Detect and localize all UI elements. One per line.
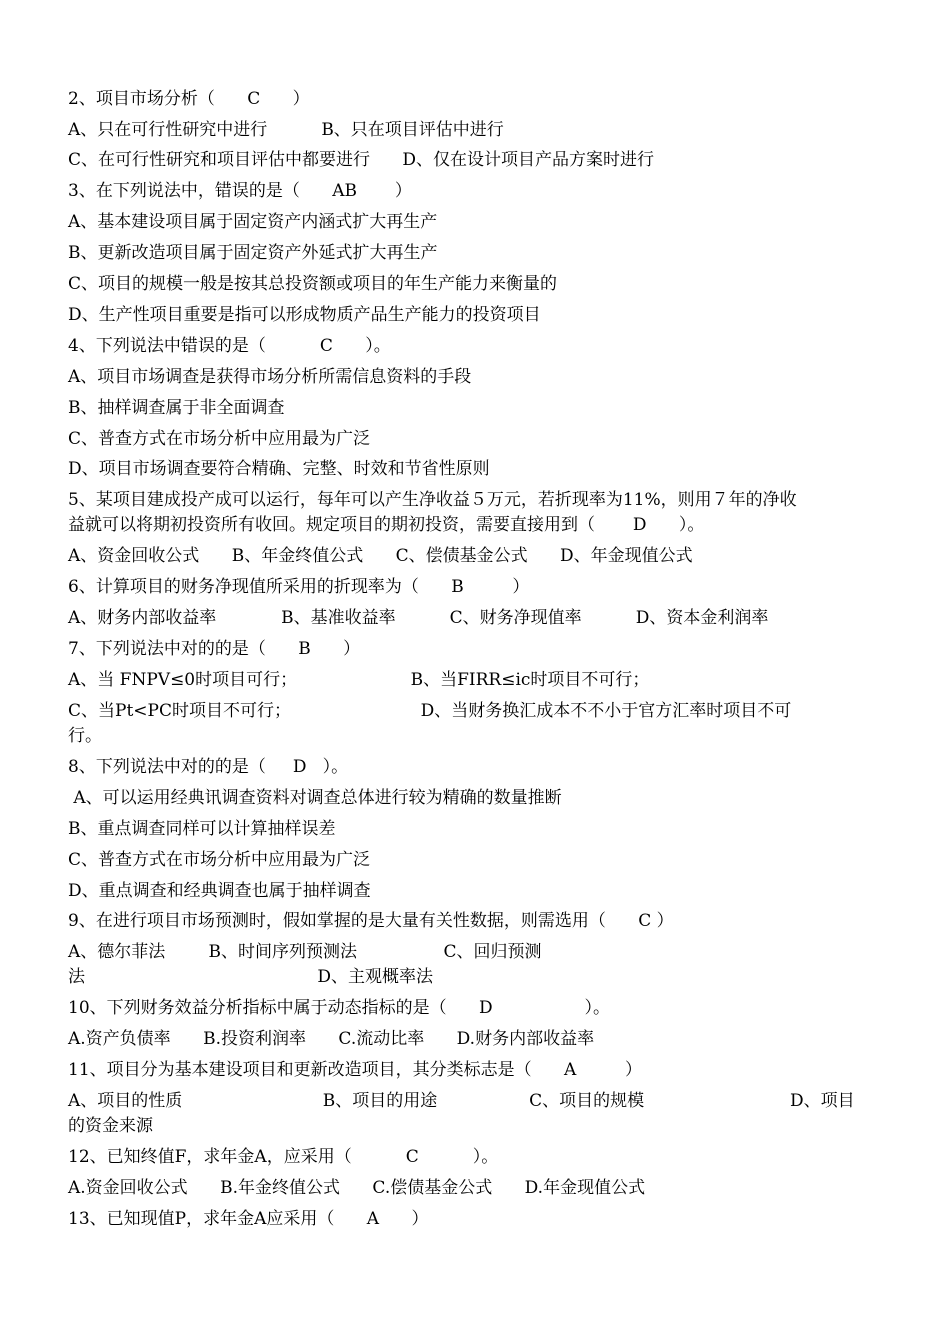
question-8-option-c: C、普查方式在市场分析中应用最为广泛 (68, 850, 371, 870)
question-5-options: A、资金回收公式 B、年金终值公式 C、偿债基金公式 D、年金现值公式 (68, 546, 693, 566)
question-10: 10、下列财务效益分析指标中属于动态指标的是（ D ）。 (68, 998, 611, 1018)
question-2-options-ab: A、只在可行性研究中进行 B、只在项目评估中进行 (68, 120, 504, 140)
question-9-options-cont: 法 D、主观概率法 (68, 967, 433, 987)
question-3-option-d: D、生产性项目重要是指可以形成物质产品生产能力的投资项目 (68, 305, 541, 325)
question-4-option-c: C、普查方式在市场分析中应用最为广泛 (68, 429, 371, 449)
question-5: 5、某项目建成投产成可以运行，每年可以产生净收益５万元，若折现率为11%，则用７年的净收 (68, 490, 797, 510)
question-7-cont: 行。 (68, 726, 102, 746)
question-5-cont: 益就可以将期初投资所有收回。规定项目的期初投资，需要直接用到（ D ）。 (68, 515, 705, 535)
question-11-options-cont: 的资金来源 (68, 1116, 153, 1136)
question-4-option-d: D、项目市场调查要符合精确、完整、时效和节省性原则 (68, 459, 490, 479)
question-6-options: A、财务内部收益率 B、基准收益率 C、财务净现值率 D、资本金利润率 (68, 608, 769, 628)
question-7: 7、下列说法中对的的是（ B ） (68, 639, 361, 659)
question-8: 8、下列说法中对的的是（ D ）。 (68, 757, 349, 777)
question-7-options-cd: C、当Pt<PC时项目不可行； D、当财务换汇成本不不小于官方汇率时项目不可 (68, 701, 792, 721)
question-6: 6、计算项目的财务净现值所采用的折现率为（ B ） (68, 577, 530, 597)
question-12-options: A.资金回收公式 B.年金终值公式 C.偿债基金公式 D.年金现值公式 (68, 1178, 646, 1198)
question-8-option-b: B、重点调查同样可以计算抽样误差 (68, 819, 336, 839)
question-9: 9、在进行项目市场预测时，假如掌握的是大量有关性数据，则需选用（ C ） (68, 911, 674, 931)
question-8-option-a: A、可以运用经典讯调查资料对调查总体进行较为精确的数量推断 (68, 788, 562, 808)
question-4-option-a: A、项目市场调查是获得市场分析所需信息资料的手段 (68, 367, 472, 387)
question-3-option-b: B、更新改造项目属于固定资产外延式扩大再生产 (68, 243, 438, 263)
question-2-options-cd: C、在可行性研究和项目评估中都要进行 D、仅在设计项目产品方案时进行 (68, 150, 655, 170)
question-8-option-d: D、重点调查和经典调查也属于抽样调查 (68, 881, 371, 901)
question-3-option-a: A、基本建设项目属于固定资产内涵式扩大再生产 (68, 212, 438, 232)
question-11: 11、项目分为基本建设项目和更新改造项目，其分类标志是（ A ） (68, 1060, 642, 1080)
question-4: 4、下列说法中错误的是（ C ）。 (68, 336, 391, 356)
question-10-options: A.资产负债率 B.投资利润率 C.流动比率 D.财务内部收益率 (68, 1029, 595, 1049)
question-13: 13、已知现值P，求年金A应采用（ A ） (68, 1209, 429, 1229)
question-9-options: A、德尔菲法 B、时间序列预测法 C、回归预测 (68, 942, 542, 962)
question-11-options: A、项目的性质 B、项目的用途 C、项目的规模 D、项目 (68, 1091, 855, 1111)
question-3-option-c: C、项目的规模一般是按其总投资额或项目的年生产能力来衡量的 (68, 274, 558, 294)
question-4-option-b: B、抽样调查属于非全面调查 (68, 398, 285, 418)
question-7-options-ab: A、当 FNPV≤0时项目可行； B、当FIRR≤ic时项目不可行； (68, 670, 650, 690)
question-12: 12、已知终值F，求年金A，应采用（ C ）。 (68, 1147, 499, 1167)
question-2: 2、项目市场分析（ C ） (68, 89, 310, 109)
question-3: 3、在下列说法中，错误的是（ AB ） (68, 181, 412, 201)
